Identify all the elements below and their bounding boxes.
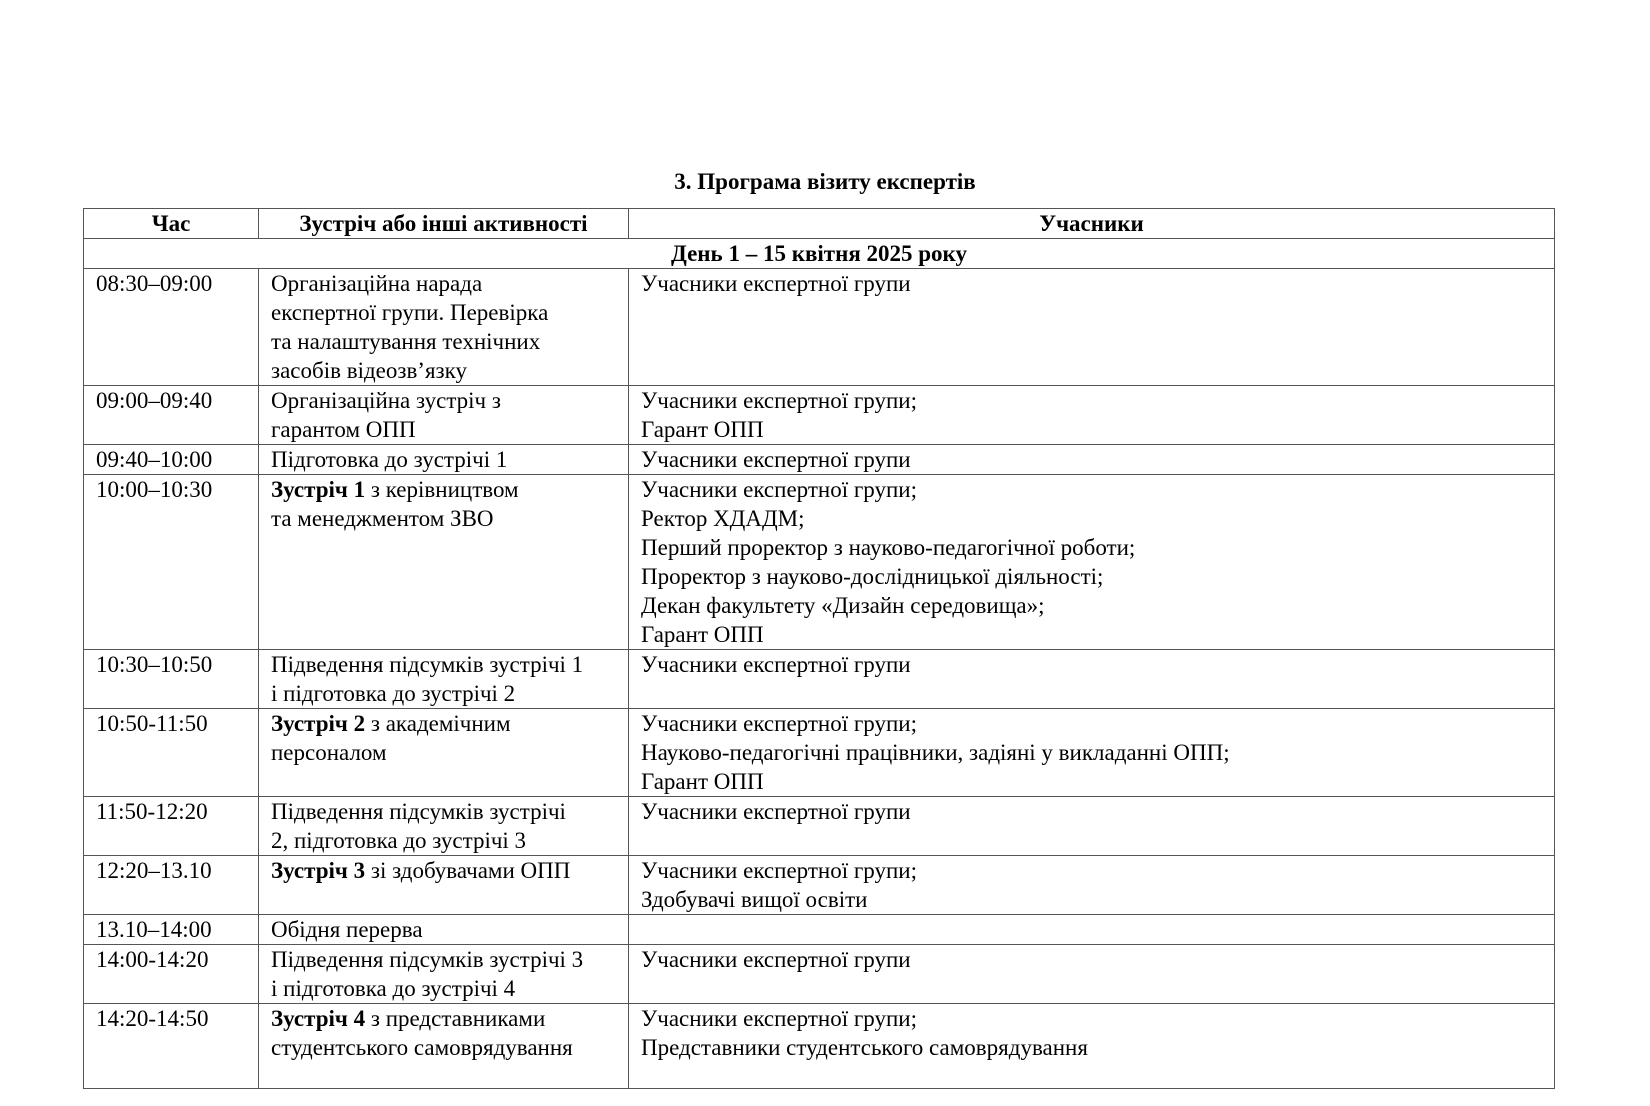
activity-cell: [259, 269, 629, 386]
activity-line: [271, 475, 628, 504]
participant-line: Учасники експертної групи: [641, 271, 911, 296]
activity-text: Організаційна зустріч з: [271, 388, 501, 413]
time-cell: 10:30–10:50: [84, 650, 259, 709]
participant-line: Учасники експертної групи: [641, 652, 911, 677]
participant-line: Гарант ОПП: [641, 417, 764, 442]
participant-line: Учасники експертної групи: [641, 947, 911, 972]
activity-line: [271, 269, 628, 298]
time-cell: 09:00–09:40: [84, 386, 259, 445]
activity-text: гарантом ОПП: [271, 417, 416, 442]
participant-line: Учасники експертної групи;: [641, 477, 917, 502]
participant-line: Здобувачі вищої освіти: [641, 887, 868, 912]
activity-text: експертної групи. Перевірка: [271, 300, 549, 325]
activity-line: [271, 650, 628, 679]
participants-cell: [629, 856, 1555, 915]
activity-cell: [259, 650, 629, 709]
meeting-label: Зустріч 3: [271, 858, 366, 883]
activity-cell: [259, 915, 629, 945]
activity-cell: [259, 1004, 629, 1089]
participant-line: Проректор з науково-дослідницької діяльності;: [641, 564, 1104, 589]
activity-line: [271, 386, 628, 415]
participant-line: Учасники експертної групи: [641, 447, 911, 472]
table-row: [84, 856, 1555, 915]
meeting-label: Зустріч 1: [271, 477, 366, 502]
time-cell: 09:40–10:00: [84, 445, 259, 475]
activity-line: [271, 1033, 628, 1062]
header-time: Час: [84, 209, 259, 239]
participant-line: Декан факультету «Дизайн середовища»;: [641, 593, 1045, 618]
activity-line: [271, 738, 628, 767]
participants-cell: [629, 445, 1555, 475]
activity-text: 2, підготовка до зустрічі 3: [271, 828, 527, 853]
activity-text: студентського самоврядування: [271, 1035, 573, 1060]
participants-cell: [629, 915, 1555, 945]
participant-line: Учасники експертної групи;: [641, 711, 917, 736]
activity-text: та менеджментом ЗВО: [271, 506, 494, 531]
activity-cell: [259, 386, 629, 445]
activity-text: Підготовка до зустрічі 1: [271, 447, 508, 472]
day-label: День 1 – 15 квітня 2025 року: [84, 239, 1555, 269]
activity-cell: [259, 475, 629, 650]
visit-schedule-table: [83, 208, 1555, 1089]
participants-cell: [629, 797, 1555, 856]
activity-line: [271, 356, 628, 385]
table-row: [84, 269, 1555, 386]
activity-text: з представниками: [365, 1006, 546, 1031]
activity-text: і підготовка до зустрічі 4: [271, 976, 516, 1001]
activity-text: з академічним: [365, 711, 511, 736]
table-row: [84, 445, 1555, 475]
meeting-label: Зустріч 4: [271, 1006, 366, 1031]
activity-text: Організаційна нарада: [271, 271, 483, 296]
table-row: [84, 386, 1555, 445]
participants-cell: [629, 650, 1555, 709]
activity-text: з керівництвом: [365, 477, 519, 502]
table-row: [84, 475, 1555, 650]
activity-line: [271, 415, 628, 444]
activity-text: і підготовка до зустрічі 2: [271, 681, 516, 706]
activity-line: [271, 1004, 628, 1033]
activity-text: Підведення підсумків зустрічі 3: [271, 947, 584, 972]
activity-line: [271, 945, 628, 974]
participants-cell: [629, 1004, 1555, 1089]
meeting-label: Зустріч 2: [271, 711, 366, 736]
participants-cell: [629, 386, 1555, 445]
participant-line: Учасники експертної групи: [641, 799, 911, 824]
table-row: [84, 709, 1555, 797]
activity-cell: [259, 445, 629, 475]
activity-line: [271, 856, 628, 885]
header-participants: Учасники: [629, 209, 1555, 239]
activity-line: [271, 445, 628, 474]
participants-cell: [629, 709, 1555, 797]
participant-line: Науково-педагогічні працівники, задіяні у викладанні ОПП;: [641, 740, 1230, 765]
table-header-row: [84, 209, 1555, 239]
page-title: 3. Програма візиту експертів: [674, 169, 976, 194]
activity-line: [271, 679, 628, 708]
participant-line: Учасники експертної групи;: [641, 388, 917, 413]
table-row: [84, 797, 1555, 856]
time-cell: 13.10–14:00: [84, 915, 259, 945]
day-row: [84, 239, 1555, 269]
time-cell: 14:20-14:50: [84, 1004, 259, 1089]
activity-line: [271, 298, 628, 327]
activity-line: [271, 974, 628, 1003]
participants-cell: [629, 945, 1555, 1004]
activity-line: [271, 826, 628, 855]
time-cell: 08:30–09:00: [84, 269, 259, 386]
table-row: [84, 650, 1555, 709]
participant-line: Представники студентського самоврядування: [641, 1035, 1088, 1060]
table-row: [84, 1004, 1555, 1089]
activity-text: та налаштування технічних: [271, 329, 541, 354]
activity-text: персоналом: [271, 740, 387, 765]
time-cell: 11:50-12:20: [84, 797, 259, 856]
time-cell: 12:20–13.10: [84, 856, 259, 915]
schedule-body: [84, 239, 1555, 1089]
time-cell: 14:00-14:20: [84, 945, 259, 1004]
activity-text: Обідня перерва: [271, 917, 423, 942]
time-cell: 10:00–10:30: [84, 475, 259, 650]
activity-text: Підведення підсумків зустрічі 1: [271, 652, 584, 677]
participant-line: Перший проректор з науково-педагогічної роботи;: [641, 535, 1136, 560]
participant-line: Гарант ОПП: [641, 769, 764, 794]
activity-text: Підведення підсумків зустрічі: [271, 799, 566, 824]
activity-line: [271, 504, 628, 533]
header-activity: Зустріч або інші активності: [259, 209, 629, 239]
activity-line: [271, 915, 628, 944]
activity-cell: [259, 709, 629, 797]
participant-line: Учасники експертної групи;: [641, 1006, 917, 1031]
activity-text: засобів відеозв’язку: [271, 358, 467, 383]
activity-cell: [259, 945, 629, 1004]
time-cell: 10:50-11:50: [84, 709, 259, 797]
activity-text: зі здобувачами ОПП: [365, 858, 571, 883]
participant-line: Гарант ОПП: [641, 622, 764, 647]
activity-cell: [259, 856, 629, 915]
table-row: [84, 945, 1555, 1004]
activity-line: [271, 327, 628, 356]
activity-line: [271, 797, 628, 826]
participants-cell: [629, 269, 1555, 386]
participants-cell: [629, 475, 1555, 650]
activity-line: [271, 709, 628, 738]
activity-cell: [259, 797, 629, 856]
table-row: [84, 915, 1555, 945]
participant-line: Ректор ХДАДМ;: [641, 506, 805, 531]
participant-line: Учасники експертної групи;: [641, 858, 917, 883]
